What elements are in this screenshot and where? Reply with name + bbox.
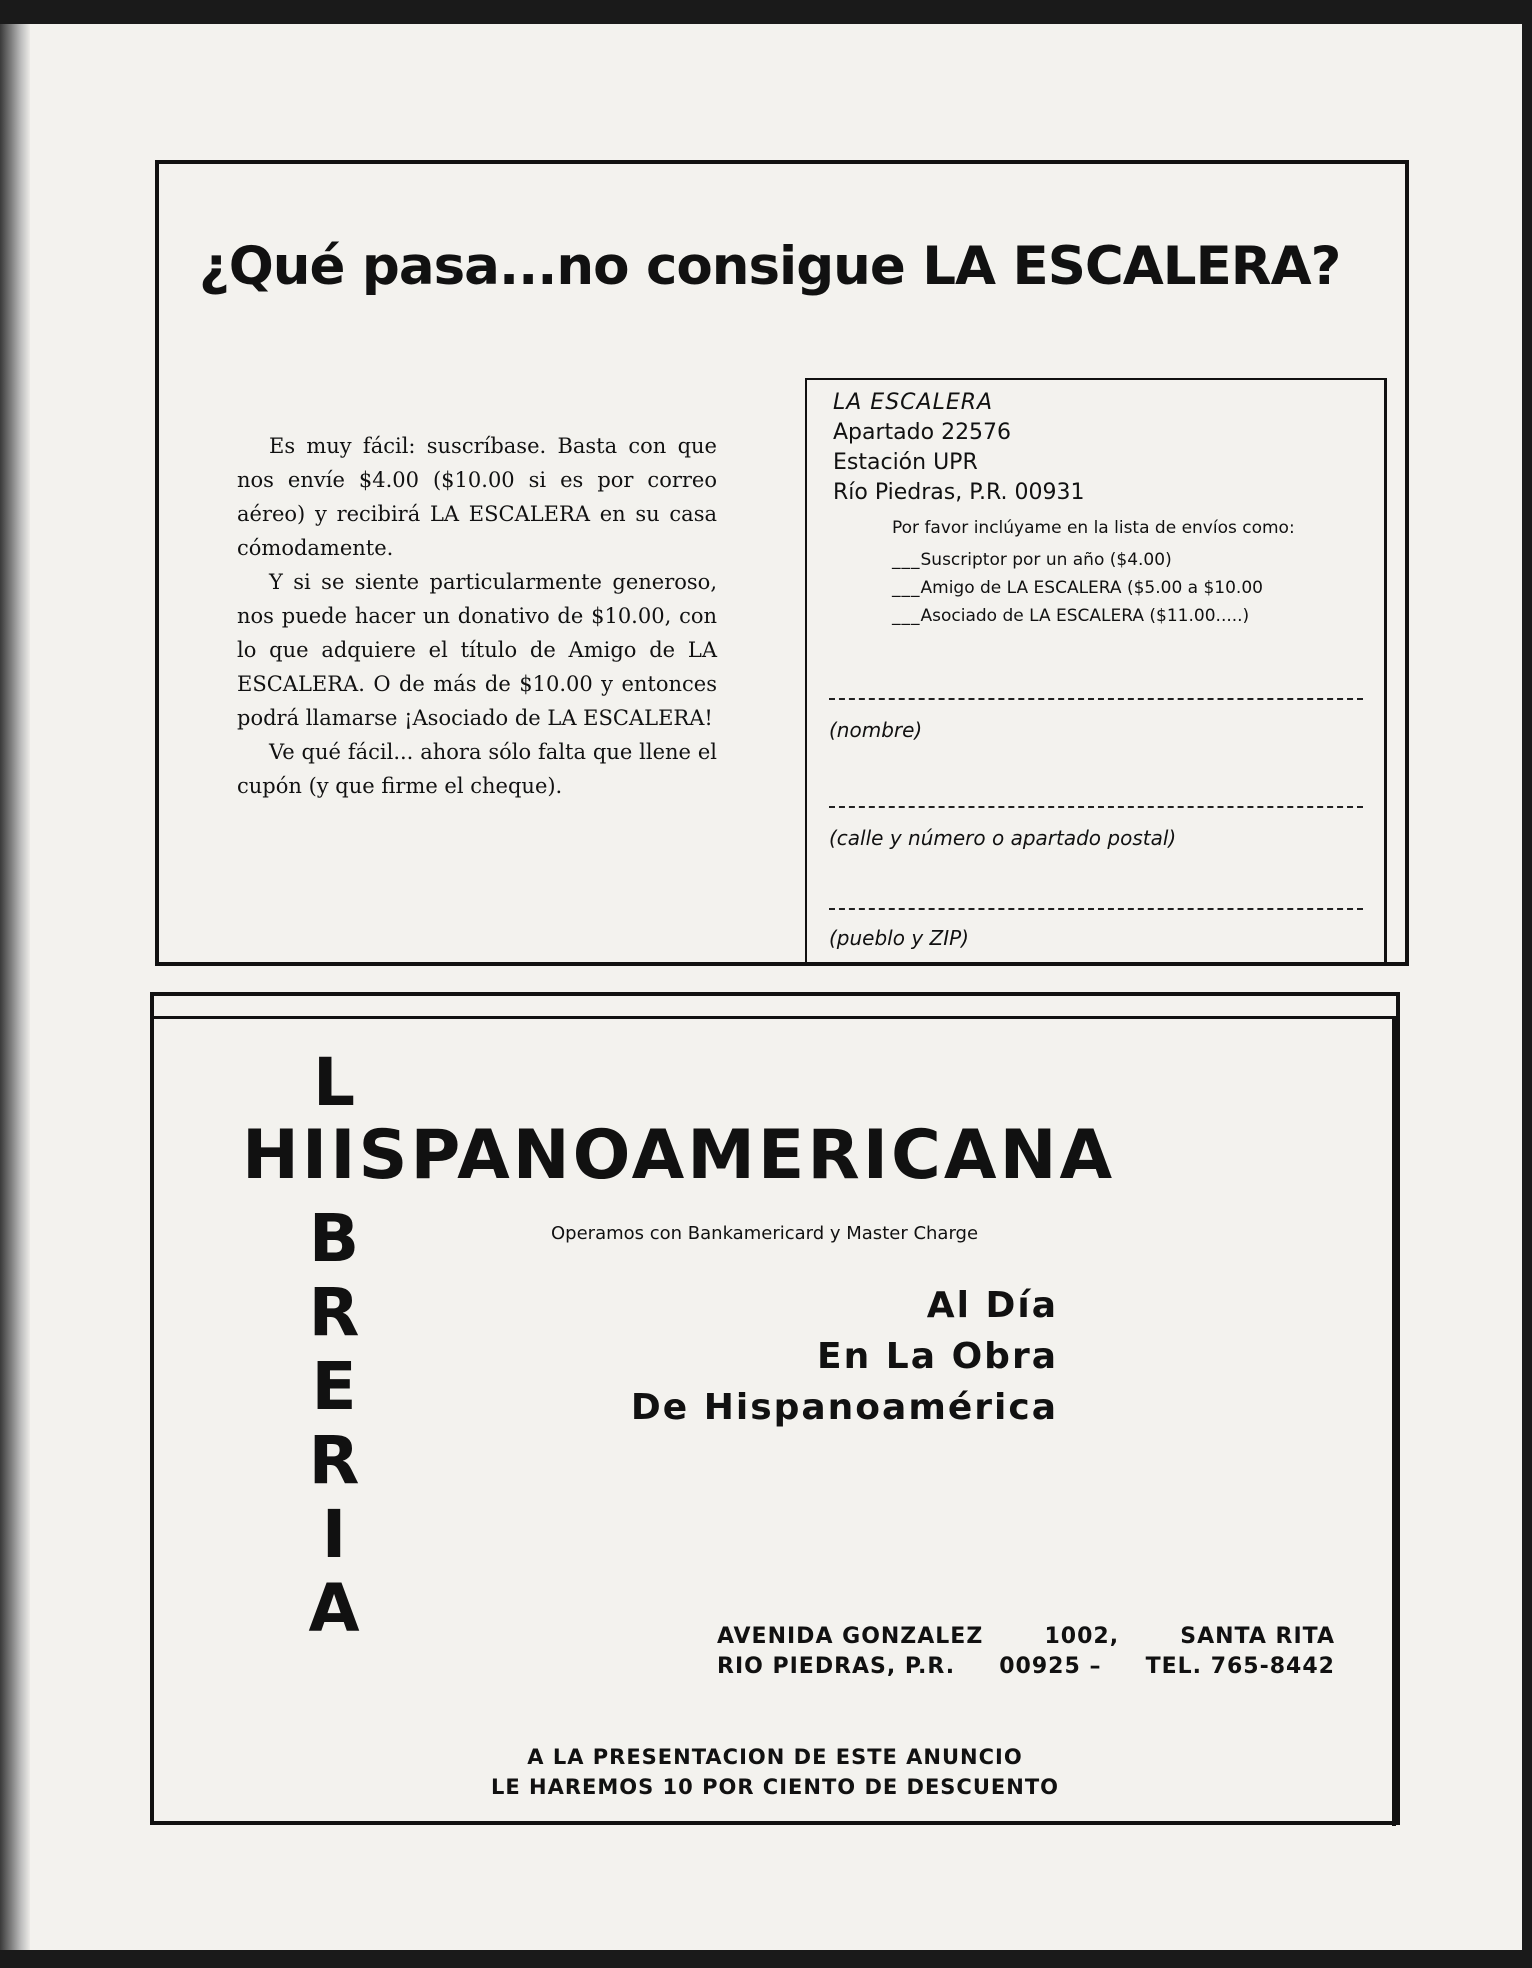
checkbox-blank[interactable]: ___ (892, 578, 921, 598)
store-address (717, 1622, 1335, 1682)
shared-letter: I (301, 1116, 331, 1195)
checkbox-blank[interactable]: ___ (892, 550, 921, 570)
scan-right-border (1522, 0, 1532, 1968)
address-line: Río Piedras, P.R. 00931 (833, 480, 1085, 505)
option-label: Asociado de LA ESCALERA ($11.00.....) (920, 606, 1250, 626)
slogan-line: Al Día (926, 1285, 1058, 1326)
scan-bottom-border (0, 1950, 1532, 1968)
option-label: Suscriptor por un año ($4.00) (920, 550, 1172, 570)
phone: TEL. 765-8442 (1145, 1654, 1335, 1679)
vertical-letter: L (312, 1044, 356, 1121)
subscription-ad (155, 160, 1409, 966)
street-field-label: (calle y número o apartado postal) (829, 826, 1177, 850)
slogan-line: De Hispanoamérica (630, 1387, 1058, 1428)
street-field-line[interactable] (829, 806, 1363, 808)
name-first-letter: H (242, 1116, 302, 1195)
vertical-letter: R (308, 1274, 360, 1351)
slogan (631, 1280, 1058, 1433)
town-field-line[interactable] (829, 908, 1363, 910)
vertical-letter: B (308, 1200, 360, 1277)
promo-line: LE HAREMOS 10 POR CIENTO DE DESCUENTO (490, 1775, 1059, 1799)
name-field-label: (nombre) (829, 718, 923, 742)
scan-top-border (0, 0, 1532, 24)
body-paragraph: Es muy fácil: suscríbase. Basta con que nos envíe $4.00 ($10.00 si es por correo aéreo) y recibirá LA ESCALERA en su casa cómodamente. (237, 434, 717, 560)
subscription-coupon (805, 378, 1387, 965)
name-rest: ISPANOAMERICANA (330, 1116, 1116, 1195)
store-name (242, 1116, 1115, 1195)
cards-accepted: Operamos con Bankamericard y Master Charge (551, 1223, 979, 1244)
vertical-letter: A (308, 1570, 360, 1647)
inner-rule-right (1392, 1016, 1396, 1826)
discount-offer (154, 1742, 1396, 1802)
address-line: Estación UPR (833, 450, 978, 475)
name-field-line[interactable] (829, 698, 1363, 700)
ad-body-text (237, 429, 717, 803)
street-number: 1002, (1044, 1624, 1120, 1649)
body-paragraph: Ve qué fácil... ahora sólo falta que llene el cupón (y que firme el cheque). (237, 740, 717, 798)
slogan-line: En La Obra (817, 1336, 1058, 1377)
address-line: LA ESCALERA (833, 390, 994, 415)
coupon-prompt: Por favor inclúyame en la lista de envíos como: (892, 518, 1295, 538)
street: AVENIDA GONZALEZ (717, 1624, 984, 1649)
vertical-letter: E (311, 1348, 357, 1425)
address-row (717, 1652, 1335, 1682)
option-associate[interactable] (892, 606, 1249, 626)
zip: 00925 – (999, 1654, 1102, 1679)
option-label: Amigo de LA ESCALERA ($5.00 a $10.00 (920, 578, 1263, 598)
address-row (717, 1622, 1335, 1652)
vertical-letter: R (308, 1422, 360, 1499)
inner-rule (154, 1016, 1396, 1019)
neighborhood: SANTA RITA (1180, 1624, 1335, 1649)
option-friend[interactable] (892, 578, 1263, 598)
option-subscriber[interactable] (892, 550, 1172, 570)
body-paragraph: Y si se siente particularmente generoso, nos puede hacer un donativo de $10.00, con lo que adquiere el título de Amigo de LA ESCALERA. O de más de $10.00 y entonces podrá llamarse ¡Asociado de LA ESCALERA! (237, 570, 717, 730)
checkbox-blank[interactable]: ___ (892, 606, 921, 626)
address-line: Apartado 22576 (833, 420, 1012, 445)
page-spine-shadow (0, 0, 30, 1968)
bookstore-ad (150, 992, 1400, 1825)
promo-line: A LA PRESENTACION DE ESTE ANUNCIO (527, 1745, 1023, 1769)
mailing-address (833, 388, 1085, 508)
vertical-letter: I (321, 1496, 347, 1573)
town-field-label: (pueblo y ZIP) (829, 926, 969, 950)
ad-headline: ¿Qué pasa...no consigue LA ESCALERA? (199, 236, 1341, 297)
city: RIO PIEDRAS, P.R. (717, 1654, 956, 1679)
